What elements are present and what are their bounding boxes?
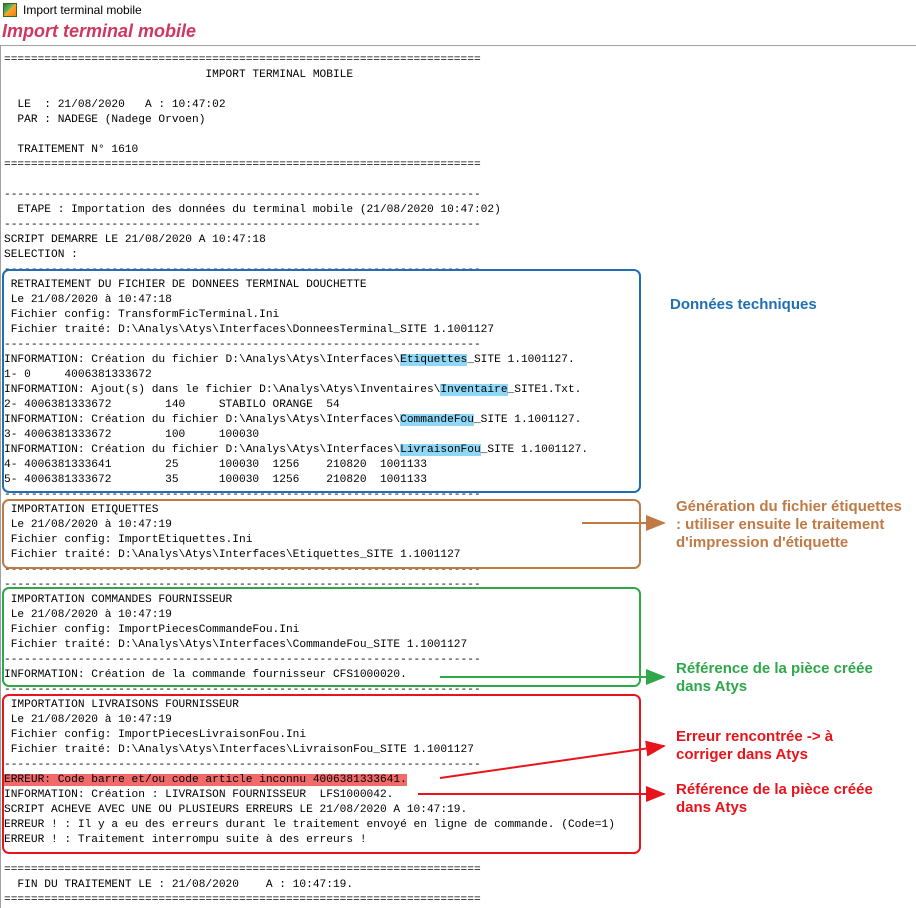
log-line: Le 21/08/2020 à 10:47:19 (4, 519, 172, 531)
file-name-highlight: Etiquettes (400, 354, 468, 366)
file-name-highlight: LivraisonFou (400, 444, 481, 456)
log-text-segment: INFORMATION: Création du fichier D:\Analys\Atys\Interfaces\ (4, 354, 401, 366)
log-line: ----------------------------------------------------------------------- (4, 219, 481, 231)
log-line: ERREUR ! : Il y a eu des erreurs durant le traitement envoyé en ligne de commande. (Code=1) (4, 819, 615, 831)
error-highlight: ERREUR: Code barre et/ou code article inconnu 4006381333641. (4, 774, 407, 786)
log-line: ----------------------------------------------------------------------- (4, 759, 481, 771)
log-line: Le 21/08/2020 à 10:47:19 (4, 609, 172, 621)
log-line: FIN DU TRAITEMENT LE : 21/08/2020 A : 10:47:19. (4, 879, 354, 891)
log-line: 2- 4006381333672 140 STABILO ORANGE 54 (4, 399, 340, 411)
log-text-segment: INFORMATION: Création du fichier D:\Analys\Atys\Interfaces\ (4, 414, 401, 426)
file-name-highlight: Inventaire (440, 384, 508, 396)
log-line: ETAPE : Importation des données du terminal mobile (21/08/2020 10:47:02) (4, 204, 501, 216)
note-labels: Génération du fichier étiquettes : utiliser ensuite le traitement d'impression d'étiquette (676, 498, 902, 551)
window-title: Import terminal mobile (23, 3, 142, 17)
log-line: 1- 0 4006381333672 (4, 369, 152, 381)
note-error: Erreur rencontrée -> à corriger dans Atys (676, 728, 834, 763)
log-line: Fichier config: ImportPiecesCommandeFou.Ini (4, 624, 300, 636)
log-line: ----------------------------------------------------------------------- (4, 684, 481, 696)
log-line: ----------------------------------------------------------------------- (4, 654, 481, 666)
log-line: IMPORTATION COMMANDES FOURNISSEUR (4, 594, 233, 606)
log-line: ----------------------------------------------------------------------- (4, 489, 481, 501)
log-line: ----------------------------------------------------------------------- (4, 579, 481, 591)
log-line: SELECTION : (4, 249, 78, 261)
log-line: LE : 21/08/2020 A : 10:47:02 (4, 99, 226, 111)
note-delivery: Référence de la pièce créée dans Atys (676, 781, 873, 816)
log-line: Fichier config: TransformFicTerminal.Ini (4, 309, 280, 321)
log-line: IMPORT TERMINAL MOBILE (4, 69, 354, 81)
log-line: INFORMATION: Création : LIVRAISON FOURNISSEUR LFS1000042. (4, 789, 394, 801)
log-line: INFORMATION: Création de la commande fournisseur CFS1000020. (4, 669, 407, 681)
log-line: PAR : NADEGE (Nadege Orvoen) (4, 114, 206, 126)
log-line: Fichier traité: D:\Analys\Atys\Interfaces\CommandeFou_SITE 1.1001127 (4, 639, 468, 651)
log-line: IMPORTATION LIVRAISONS FOURNISSEUR (4, 699, 239, 711)
log-text-segment: _SITE 1.1001127. (467, 354, 575, 366)
log-line: Le 21/08/2020 à 10:47:18 (4, 294, 172, 306)
log-line: 3- 4006381333672 100 100030 (4, 429, 260, 441)
log-line: 5- 4006381333672 35 100030 1256 210820 1001133 (4, 474, 427, 486)
log-line: Fichier traité: D:\Analys\Atys\Interfaces\DonneesTerminal_SITE 1.1001127 (4, 324, 495, 336)
log-line: Fichier traité: D:\Analys\Atys\Interfaces\Etiquettes_SITE 1.1001127 (4, 549, 461, 561)
log-line: Fichier config: ImportEtiquettes.Ini (4, 534, 253, 546)
page-heading: Import terminal mobile (2, 21, 197, 41)
note-order: Référence de la pièce créée dans Atys (676, 660, 873, 695)
log-line: SCRIPT ACHEVE AVEC UNE OU PLUSIEURS ERREURS LE 21/08/2020 A 10:47:19. (4, 804, 468, 816)
log-line: Fichier traité: D:\Analys\Atys\Interfaces\LivraisonFou_SITE 1.1001127 (4, 744, 474, 756)
log-line: ----------------------------------------------------------------------- (4, 189, 481, 201)
log-line: SCRIPT DEMARRE LE 21/08/2020 A 10:47:18 (4, 234, 266, 246)
log-line: ======================================================================= (4, 54, 481, 66)
log-line: 4- 4006381333641 25 100030 1256 210820 1001133 (4, 459, 427, 471)
log-line: ======================================================================= (4, 864, 481, 876)
log-text-segment: _SITE 1.1001127. (480, 444, 589, 456)
log-line: Fichier config: ImportPiecesLivraisonFou.Ini (4, 729, 307, 741)
note-technical: Données techniques (670, 296, 817, 313)
log-line: ----------------------------------------------------------------------- (4, 339, 481, 351)
log-text-segment: _SITE1.Txt. (507, 384, 582, 396)
log-line: ----------------------------------------------------------------------- (4, 264, 481, 276)
log-line: Le 21/08/2020 à 10:47:19 (4, 714, 172, 726)
log-line: RETRAITEMENT DU FICHIER DE DONNEES TERMINAL DOUCHETTE (4, 279, 367, 291)
log-line: ======================================================================= (4, 159, 481, 171)
log-line: TRAITEMENT N° 1610 (4, 144, 139, 156)
log-text-segment: INFORMATION: Création du fichier D:\Analys\Atys\Interfaces\ (4, 444, 401, 456)
log-line: ----------------------------------------------------------------------- (4, 564, 481, 576)
error-arrow (440, 746, 664, 778)
log-text-segment: _SITE 1.1001127. (473, 414, 582, 426)
log-line: ERREUR ! : Traitement interrompu suite à des erreurs ! (4, 834, 367, 846)
file-name-highlight: CommandeFou (400, 414, 474, 426)
log-line: IMPORTATION ETIQUETTES (4, 504, 159, 516)
log-text-segment: INFORMATION: Ajout(s) dans le fichier D:\Analys\Atys\Inventaires\ (4, 384, 441, 396)
log-line: ======================================================================= (4, 894, 481, 906)
